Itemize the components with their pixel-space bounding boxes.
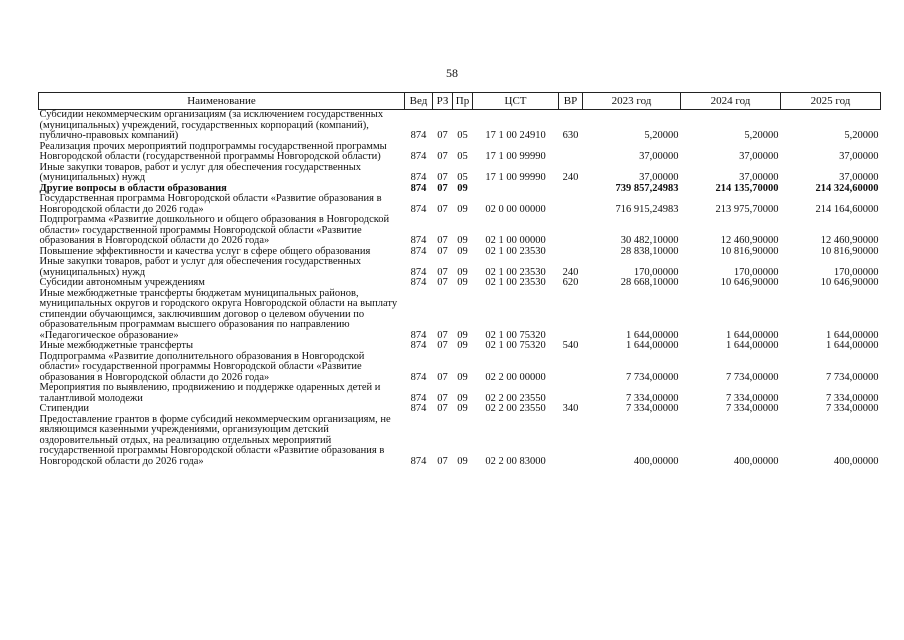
row-rz: 07 <box>437 277 448 288</box>
row-amount-2023: 716 915,24983 <box>615 203 679 215</box>
row-ved: 874 <box>410 245 427 257</box>
row-rz: 07 <box>437 130 448 141</box>
row-pr: 09 <box>457 182 468 194</box>
row-amount-2023: 170,00000 <box>633 266 679 278</box>
table-row <box>39 257 881 278</box>
row-amount-2024: 37,00000 <box>739 172 779 183</box>
row-amount-2024: 214 135,70000 <box>715 182 779 194</box>
row-vr <box>559 184 583 195</box>
row-pr: 09 <box>457 266 468 278</box>
row-amount-2025: 10 646,90000 <box>820 277 879 288</box>
row-cst: 02 1 00 23530 <box>485 266 546 278</box>
row-rz: 07 <box>437 203 448 215</box>
row-amount-2025: 170,00000 <box>833 266 879 278</box>
header-2023: 2023 год <box>583 93 681 110</box>
row-amount-2025: 214 164,60000 <box>815 203 879 215</box>
row-cst: 02 2 00 23550 <box>485 392 546 404</box>
row-cst: 02 0 00 00000 <box>485 203 546 215</box>
header-rz: РЗ <box>433 93 453 110</box>
row-pr: 09 <box>457 403 468 414</box>
row-amount-2023: 30 482,10000 <box>620 235 679 246</box>
table-row <box>39 352 881 384</box>
row-pr: 09 <box>457 392 468 404</box>
row-vr <box>559 352 583 384</box>
row-pr: 09 <box>457 455 468 467</box>
row-cst: 17 1 00 99990 <box>485 151 546 162</box>
header-2025: 2025 год <box>781 93 881 110</box>
row-amount-2023: 739 857,24983 <box>615 182 679 194</box>
header-cst: ЦСТ <box>473 93 559 110</box>
row-amount-2024: 10 816,90000 <box>720 245 779 257</box>
row-amount-2024: 170,00000 <box>733 266 779 278</box>
row-amount-2025: 37,00000 <box>839 151 879 162</box>
row-ved: 874 <box>410 392 427 404</box>
row-pr: 05 <box>457 130 468 141</box>
row-pr: 09 <box>457 340 468 351</box>
row-cst: 02 2 00 83000 <box>485 455 546 467</box>
header-vr: ВР <box>559 93 583 110</box>
row-vr <box>559 415 583 468</box>
row-ved: 874 <box>410 130 427 141</box>
row-amount-2024: 10 646,90000 <box>720 277 779 288</box>
row-amount-2023: 37,00000 <box>639 151 679 162</box>
row-rz: 07 <box>437 455 448 467</box>
row-amount-2025: 12 460,90000 <box>820 235 879 246</box>
row-pr: 09 <box>457 235 468 246</box>
row-rz: 07 <box>437 172 448 183</box>
table-row <box>39 215 881 247</box>
row-ved: 874 <box>410 403 427 414</box>
table-row <box>39 142 881 163</box>
table-row <box>39 383 881 404</box>
row-amount-2024: 12 460,90000 <box>720 235 779 246</box>
row-amount-2025: 1 644,00000 <box>826 340 879 351</box>
row-name: Реализация прочих мероприятий подпрограммы государственной программы Новгородской области (государственной программы Новгородской области) <box>39 140 387 162</box>
row-amount-2024: 7 334,00000 <box>726 403 779 414</box>
row-ved: 874 <box>410 371 427 383</box>
row-vr <box>559 194 583 215</box>
row-cst: 02 1 00 75320 <box>485 329 546 341</box>
row-amount-2023: 37,00000 <box>639 172 679 183</box>
row-cst: 17 1 00 99990 <box>485 172 546 183</box>
row-name: Предоставление грантов в форме субсидий некоммерческим организациям, не являющимся казенными учреждениями, организующим детский оздоровительный отдых, на реализацию отдельных мероприятий государственной программы Новгородской области «Развитие образования в Новгородской области до 2026 года» <box>39 413 391 467</box>
row-amount-2025: 400,00000 <box>833 455 879 467</box>
row-ved: 874 <box>410 182 427 194</box>
row-amount-2024: 400,00000 <box>733 455 779 467</box>
row-amount-2024: 1 644,00000 <box>726 340 779 351</box>
row-name: Иные межбюджетные трансферты <box>39 340 194 351</box>
row-cst: 02 1 00 00000 <box>485 235 546 246</box>
row-amount-2024: 37,00000 <box>739 151 779 162</box>
row-amount-2024: 213 975,70000 <box>715 203 779 215</box>
row-amount-2025: 1 644,00000 <box>826 329 879 341</box>
table-row <box>39 194 881 215</box>
row-vr: 340 <box>562 403 579 414</box>
row-name: Подпрограмма «Развитие дошкольного и общего образования в Новгородской области» государственной программы Новгородской области «Развитие образования в Новгородской области до 2026 года» <box>39 214 390 246</box>
header-pr: Пр <box>453 93 473 110</box>
header-ved: Вед <box>405 93 433 110</box>
table-row <box>39 404 881 415</box>
row-amount-2025: 7 734,00000 <box>826 371 879 383</box>
row-rz: 07 <box>437 340 448 351</box>
row-name: Государственная программа Новгородской области «Развитие образования в Новгородской области до 2026 года» <box>39 193 382 215</box>
budget-table <box>38 92 881 467</box>
row-ved: 874 <box>410 340 427 351</box>
row-amount-2025: 10 816,90000 <box>820 245 879 257</box>
row-ved: 874 <box>410 277 427 288</box>
row-amount-2023: 7 734,00000 <box>626 371 679 383</box>
table-row <box>39 110 881 142</box>
row-vr: 540 <box>562 340 579 351</box>
row-name: Подпрограмма «Развитие дополнительного образования в Новгородской области» государственной программы Новгородской области «Развитие образования в Новгородской области до 2026 года» <box>39 350 365 383</box>
row-amount-2024: 1 644,00000 <box>726 329 779 341</box>
row-rz: 07 <box>437 371 448 383</box>
row-cst: 02 1 00 75320 <box>485 340 546 351</box>
row-ved: 874 <box>410 235 427 246</box>
row-pr: 09 <box>457 203 468 215</box>
row-amount-2025: 7 334,00000 <box>826 403 879 414</box>
table-header-row <box>39 93 881 110</box>
row-ved: 874 <box>410 329 427 341</box>
row-vr <box>559 142 583 163</box>
table-row <box>39 163 881 184</box>
table-row <box>39 341 881 352</box>
row-cst: 02 1 00 23530 <box>485 277 546 288</box>
row-pr: 09 <box>457 371 468 383</box>
row-amount-2024: 5,20000 <box>744 130 779 141</box>
row-pr: 09 <box>457 245 468 257</box>
row-vr <box>559 289 583 342</box>
row-cst: 02 2 00 00000 <box>485 371 546 383</box>
row-name: Другие вопросы в области образования <box>39 182 227 194</box>
row-amount-2024: 7 734,00000 <box>726 371 779 383</box>
row-vr <box>559 215 583 247</box>
row-name: Повышение эффективности и качества услуг в сфере общего образования <box>39 245 371 257</box>
row-name: Субсидии некоммерческим организациям (за исключением государственных (муниципальных) учреждений, государственных корпораций (компаний), публично-правовых компаний) <box>39 109 384 141</box>
row-rz: 07 <box>437 245 448 257</box>
row-ved: 874 <box>410 266 427 278</box>
row-vr <box>559 247 583 258</box>
row-amount-2023: 7 334,00000 <box>626 403 679 414</box>
table-row <box>39 278 881 289</box>
row-amount-2024: 7 334,00000 <box>726 392 779 404</box>
row-vr: 620 <box>562 277 579 288</box>
row-rz: 07 <box>437 329 448 341</box>
row-name: Иные межбюджетные трансферты бюджетам муниципальных районов, муниципальных округов и городского округа Новгородской области на выплату стипендии обучающимся, заключившим договор о целевом обучении по образовательным программам высшего образования по направлению «Педагогическое образование» <box>39 287 398 341</box>
row-vr <box>559 383 583 404</box>
row-rz: 07 <box>437 182 448 194</box>
row-name: Мероприятия по выявлению, продвижению и поддержке одаренных детей и талантливой молодежи <box>39 382 381 404</box>
page-number: 58 <box>446 66 458 80</box>
row-rz: 07 <box>437 151 448 162</box>
row-pr: 05 <box>457 172 468 183</box>
row-amount-2023: 5,20000 <box>644 130 679 141</box>
row-ved: 874 <box>410 172 427 183</box>
table-row <box>39 415 881 468</box>
row-cst: 02 1 00 23530 <box>485 245 546 257</box>
row-pr: 09 <box>457 329 468 341</box>
row-amount-2023: 400,00000 <box>633 455 679 467</box>
row-name: Субсидии автономным учреждениям <box>39 277 205 288</box>
row-vr: 630 <box>562 130 579 141</box>
row-amount-2023: 28 668,10000 <box>620 277 679 288</box>
row-rz: 07 <box>437 403 448 414</box>
header-name: Наименование <box>39 93 405 110</box>
row-ved: 874 <box>410 455 427 467</box>
row-cst: 02 2 00 23550 <box>485 403 546 414</box>
row-pr: 09 <box>457 277 468 288</box>
row-vr: 240 <box>562 266 579 278</box>
row-amount-2025: 37,00000 <box>839 172 879 183</box>
row-ved: 874 <box>410 203 427 215</box>
table-row <box>39 289 881 342</box>
row-rz: 07 <box>437 266 448 278</box>
row-ved: 874 <box>410 151 427 162</box>
row-vr: 240 <box>562 172 579 183</box>
row-amount-2025: 7 334,00000 <box>826 392 879 404</box>
row-amount-2023: 1 644,00000 <box>626 329 679 341</box>
row-name: Стипендии <box>39 403 90 414</box>
row-name: Иные закупки товаров, работ и услуг для обеспечения государственных (муниципальных) нужд <box>39 256 362 278</box>
row-amount-2023: 1 644,00000 <box>626 340 679 351</box>
row-amount-2023: 7 334,00000 <box>626 392 679 404</box>
row-amount-2023: 28 838,10000 <box>620 245 679 257</box>
row-amount-2025: 214 324,60000 <box>815 182 879 194</box>
row-amount-2025: 5,20000 <box>844 130 879 141</box>
row-cst <box>473 184 559 195</box>
row-name: Иные закупки товаров, работ и услуг для обеспечения государственных (муниципальных) нужд <box>39 161 362 183</box>
row-rz: 07 <box>437 235 448 246</box>
row-pr: 05 <box>457 151 468 162</box>
header-2024: 2024 год <box>681 93 781 110</box>
row-rz: 07 <box>437 392 448 404</box>
row-cst: 17 1 00 24910 <box>485 130 546 141</box>
